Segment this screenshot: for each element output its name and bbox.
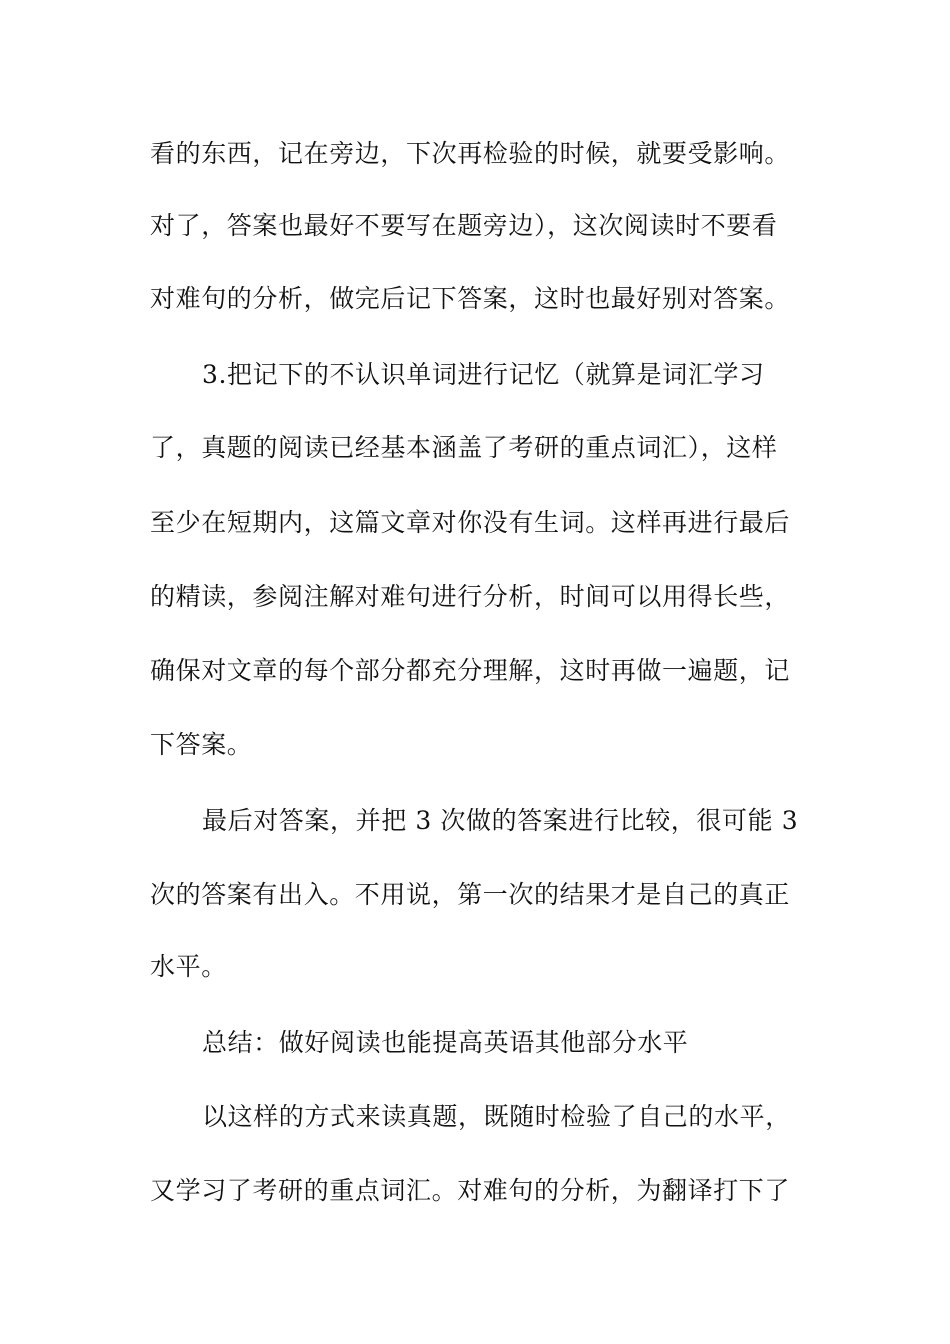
paragraph-1-line-2: 对了，答案也最好不要写在题旁边），这次阅读时不要看 bbox=[150, 211, 778, 240]
paragraph-5-line-1: 以这样的方式来读真题，既随时检验了自己的水平， bbox=[202, 1102, 791, 1131]
paragraph-2-line-2: 了，真题的阅读已经基本涵盖了考研的重点词汇），这样 bbox=[150, 433, 778, 462]
paragraph-2-line-6: 下答案。 bbox=[150, 730, 253, 759]
summary-heading: 总结：做好阅读也能提高英语其他部分水平 bbox=[202, 1028, 689, 1057]
paragraph-2-line-3: 至少在短期内，这篇文章对你没有生词。这样再进行最后 bbox=[150, 508, 791, 537]
paragraph-2-line-4: 的精读，参阅注解对难句进行分析，时间可以用得长些， bbox=[150, 582, 791, 611]
paragraph-1-line-1: 看的东西，记在旁边，下次再检验的时候，就要受影响。 bbox=[150, 139, 791, 168]
paragraph-5-line-2: 又学习了考研的重点词汇。对难句的分析，为翻译打下了 bbox=[150, 1176, 791, 1205]
paragraph-1-line-3: 对难句的分析，做完后记下答案，这时也最好别对答案。 bbox=[150, 284, 791, 313]
paragraph-3-line-2: 次的答案有出入。不用说，第一次的结果才是自己的真正 bbox=[150, 880, 791, 909]
paragraph-3-line-1: 最后对答案，并把 3 次做的答案进行比较，很可能 3 bbox=[202, 806, 799, 835]
paragraph-2-line-1: 3.把记下的不认识单词进行记忆（就算是词汇学习 bbox=[202, 360, 765, 389]
paragraph-2-line-5: 确保对文章的每个部分都充分理解，这时再做一遍题，记 bbox=[150, 656, 791, 685]
paragraph-3-line-3: 水平。 bbox=[150, 952, 227, 981]
